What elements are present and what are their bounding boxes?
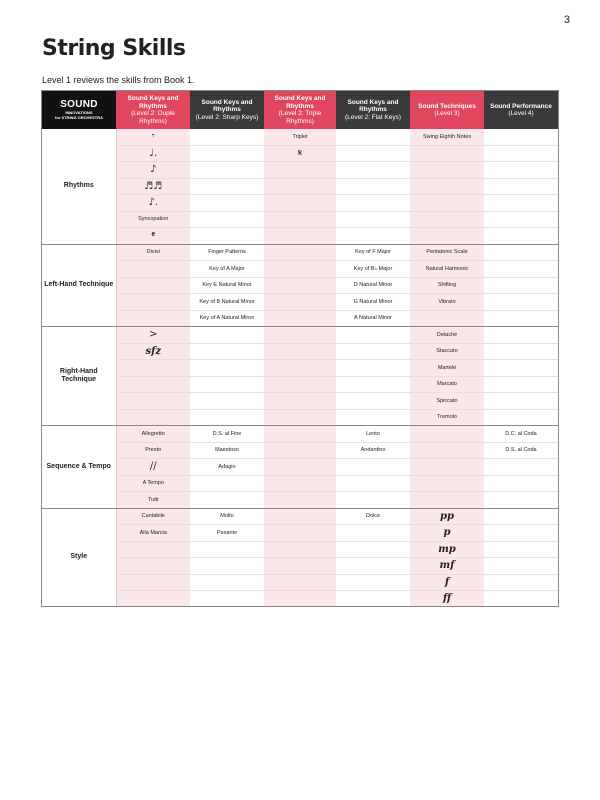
skill-cell bbox=[410, 211, 484, 228]
skill-cell bbox=[410, 162, 484, 179]
skill-cell bbox=[484, 393, 558, 410]
skill-cell bbox=[190, 310, 264, 327]
skill-cell bbox=[116, 393, 190, 410]
column-header bbox=[190, 91, 264, 129]
skill-cell bbox=[484, 591, 558, 608]
skill-cell bbox=[116, 442, 190, 459]
skill-cell bbox=[336, 393, 410, 410]
skill-cell bbox=[190, 591, 264, 608]
skill-cell bbox=[484, 294, 558, 311]
skill-cell bbox=[264, 492, 336, 509]
skill-cell bbox=[336, 426, 410, 443]
column-subtitle: (Level 2: Duple Rhythms) bbox=[131, 110, 175, 125]
skill-cell bbox=[336, 508, 410, 525]
skill-text: Adagio bbox=[218, 463, 236, 470]
skill-cell bbox=[116, 591, 190, 608]
skill-cell bbox=[116, 310, 190, 327]
skill-cell bbox=[410, 145, 484, 162]
skill-text: A Tempo bbox=[142, 480, 164, 487]
skill-text: Key of A Major bbox=[209, 265, 245, 272]
skill-cell bbox=[190, 360, 264, 377]
skill-cell bbox=[190, 129, 264, 145]
skill-cell bbox=[336, 475, 410, 492]
skill-cell bbox=[190, 228, 264, 245]
skill-cell bbox=[264, 327, 336, 344]
skill-cell bbox=[190, 261, 264, 278]
skill-cell bbox=[336, 442, 410, 459]
skill-cell bbox=[484, 277, 558, 294]
column-header bbox=[410, 91, 484, 129]
skill-text: mp bbox=[438, 543, 456, 555]
table-row bbox=[42, 376, 558, 393]
skill-cell bbox=[484, 310, 558, 327]
skill-cell bbox=[190, 244, 264, 261]
column-subtitle: (Level 2: Triple Rhythms) bbox=[278, 110, 322, 125]
table-row bbox=[42, 525, 558, 542]
skill-cell bbox=[484, 360, 558, 377]
skill-cell bbox=[410, 277, 484, 294]
skill-cell bbox=[410, 492, 484, 509]
skill-cell bbox=[336, 145, 410, 162]
skill-cell bbox=[264, 591, 336, 608]
skill-cell bbox=[410, 178, 484, 195]
skill-cell bbox=[190, 294, 264, 311]
skill-cell bbox=[190, 393, 264, 410]
skill-cell bbox=[116, 261, 190, 278]
skill-text: > bbox=[149, 329, 158, 341]
skill-cell bbox=[264, 294, 336, 311]
skill-cell bbox=[336, 376, 410, 393]
brand-logo bbox=[42, 91, 116, 129]
table-row bbox=[42, 360, 558, 377]
skill-text: 𝄾 bbox=[151, 131, 155, 143]
skill-text: A Natural Minor bbox=[354, 315, 392, 322]
skill-cell bbox=[336, 228, 410, 245]
skill-text: D.S. al Coda bbox=[505, 447, 537, 454]
skill-cell bbox=[484, 492, 558, 509]
skill-cell bbox=[190, 508, 264, 525]
skill-cell bbox=[264, 360, 336, 377]
skill-cell bbox=[190, 195, 264, 212]
skill-cell bbox=[264, 228, 336, 245]
skill-cell bbox=[336, 409, 410, 426]
skill-cell bbox=[264, 310, 336, 327]
skill-text: Finger Patterns bbox=[208, 249, 246, 256]
skill-cell bbox=[116, 244, 190, 261]
skill-cell bbox=[264, 211, 336, 228]
skill-text: 𝄋 bbox=[297, 147, 303, 159]
intro-text: Level 1 reviews the skills from Book 1. bbox=[42, 75, 195, 85]
skill-text: 𝄵 bbox=[151, 230, 156, 242]
skill-text: Martelé bbox=[437, 364, 457, 371]
skill-cell bbox=[336, 525, 410, 542]
table-row bbox=[42, 294, 558, 311]
skill-cell bbox=[116, 475, 190, 492]
table-row bbox=[42, 145, 558, 162]
skill-text: D.C. al Coda bbox=[505, 430, 537, 437]
skill-cell bbox=[190, 376, 264, 393]
table-row bbox=[42, 393, 558, 410]
skill-text: Presto bbox=[145, 447, 162, 454]
skill-cell bbox=[410, 327, 484, 344]
column-title: Sound Keys and Rhythms bbox=[127, 95, 179, 110]
skills-grid bbox=[41, 90, 559, 607]
skill-cell bbox=[484, 129, 558, 145]
table-row bbox=[42, 492, 558, 509]
skill-text: Triplet bbox=[292, 133, 308, 140]
skill-cell bbox=[484, 178, 558, 195]
skill-cell bbox=[410, 591, 484, 608]
table-row bbox=[42, 261, 558, 278]
table-row bbox=[42, 541, 558, 558]
skill-cell bbox=[264, 525, 336, 542]
table-row bbox=[42, 459, 558, 476]
skill-cell bbox=[336, 327, 410, 344]
skill-cell bbox=[264, 558, 336, 575]
column-header bbox=[484, 91, 558, 129]
table-row bbox=[42, 558, 558, 575]
skill-cell bbox=[484, 343, 558, 360]
skill-cell bbox=[116, 178, 190, 195]
skill-cell bbox=[484, 228, 558, 245]
skill-cell bbox=[116, 277, 190, 294]
skill-cell bbox=[336, 129, 410, 145]
skill-cell bbox=[410, 525, 484, 542]
skill-text: Lento bbox=[366, 430, 380, 437]
skill-cell bbox=[336, 261, 410, 278]
table-row bbox=[42, 475, 558, 492]
column-header bbox=[264, 91, 336, 129]
skill-cell bbox=[410, 475, 484, 492]
skill-cell bbox=[336, 360, 410, 377]
skill-cell bbox=[410, 195, 484, 212]
table-row bbox=[42, 591, 558, 608]
skill-text: Key of B♭ Major bbox=[353, 265, 393, 272]
column-title: Sound Techniques bbox=[418, 102, 476, 110]
skill-cell bbox=[484, 525, 558, 542]
skill-cell bbox=[410, 343, 484, 360]
logo-line1: SOUND bbox=[60, 99, 98, 110]
skill-cell bbox=[484, 409, 558, 426]
skill-cell bbox=[484, 162, 558, 179]
column-title: Sound Performance bbox=[490, 102, 552, 110]
section-label: Style bbox=[42, 508, 116, 607]
skill-cell bbox=[264, 409, 336, 426]
skill-cell bbox=[116, 360, 190, 377]
skill-text: Vibrato bbox=[438, 298, 456, 305]
skill-cell bbox=[190, 492, 264, 509]
skill-cell bbox=[264, 508, 336, 525]
skill-cell bbox=[264, 145, 336, 162]
skill-cell bbox=[190, 525, 264, 542]
skill-cell bbox=[484, 459, 558, 476]
skill-cell bbox=[484, 244, 558, 261]
skill-cell bbox=[264, 376, 336, 393]
skill-cell bbox=[116, 508, 190, 525]
skill-cell bbox=[190, 343, 264, 360]
skill-cell bbox=[190, 442, 264, 459]
skill-cell bbox=[264, 129, 336, 145]
skill-cell bbox=[190, 574, 264, 591]
skill-cell bbox=[336, 294, 410, 311]
skill-cell bbox=[264, 426, 336, 443]
skill-cell bbox=[410, 558, 484, 575]
skill-text: Andantino bbox=[360, 447, 386, 454]
skill-text: Allegretto bbox=[141, 430, 165, 437]
skill-cell bbox=[410, 541, 484, 558]
table-row bbox=[42, 211, 558, 228]
skill-cell bbox=[410, 459, 484, 476]
skill-text: D Natural Minor bbox=[353, 282, 393, 289]
skill-cell bbox=[116, 162, 190, 179]
skill-cell bbox=[264, 178, 336, 195]
skill-cell bbox=[336, 459, 410, 476]
skill-cell bbox=[410, 393, 484, 410]
skill-cell bbox=[484, 442, 558, 459]
skill-text: Cantabile bbox=[141, 513, 165, 520]
skill-cell bbox=[190, 211, 264, 228]
section-label: Rhythms bbox=[42, 129, 116, 244]
column-subtitle: (Level 2: Sharp Keys) bbox=[195, 113, 259, 121]
column-title: Sound Keys and Rhythms bbox=[274, 95, 326, 110]
skill-cell bbox=[410, 376, 484, 393]
skill-cell bbox=[264, 541, 336, 558]
skill-cell bbox=[484, 541, 558, 558]
table-row bbox=[42, 426, 558, 443]
skill-cell bbox=[336, 310, 410, 327]
skill-text: ff bbox=[442, 593, 452, 605]
skill-cell bbox=[264, 393, 336, 410]
skill-cell bbox=[484, 426, 558, 443]
skill-cell bbox=[264, 277, 336, 294]
skill-cell bbox=[116, 145, 190, 162]
skill-text: D.S. al Fine bbox=[212, 430, 242, 437]
skill-cell bbox=[116, 574, 190, 591]
skill-text: Key E Natural Minor bbox=[202, 282, 252, 289]
skill-cell bbox=[116, 343, 190, 360]
skill-cell bbox=[336, 541, 410, 558]
logo-line2: INNOVATIONS bbox=[65, 110, 93, 115]
skill-cell bbox=[336, 558, 410, 575]
skill-cell bbox=[484, 261, 558, 278]
skill-cell bbox=[190, 277, 264, 294]
skill-cell bbox=[264, 574, 336, 591]
table-row bbox=[42, 327, 558, 344]
skill-cell bbox=[116, 426, 190, 443]
skill-cell bbox=[484, 508, 558, 525]
skill-text: p bbox=[443, 527, 451, 539]
page-number: 3 bbox=[563, 14, 570, 26]
skill-text: Dolce bbox=[365, 513, 381, 520]
skill-text: Divisi bbox=[146, 249, 160, 256]
skill-text: Pesante bbox=[216, 529, 238, 536]
skill-cell bbox=[116, 492, 190, 509]
skill-cell bbox=[484, 211, 558, 228]
logo-line3: for STRING ORCHESTRA bbox=[55, 115, 103, 120]
skill-cell bbox=[410, 409, 484, 426]
skill-text: Alla Marcia bbox=[139, 529, 167, 536]
skill-text: ♬♬ bbox=[144, 180, 163, 192]
table-row bbox=[42, 244, 558, 261]
column-subtitle: (Level 3) bbox=[434, 110, 460, 117]
skill-cell bbox=[264, 459, 336, 476]
skill-text: Swing Eighth Notes bbox=[423, 133, 471, 140]
table-row bbox=[42, 574, 558, 591]
skill-cell bbox=[264, 195, 336, 212]
skill-cell bbox=[190, 426, 264, 443]
skill-cell bbox=[116, 525, 190, 542]
table-row bbox=[42, 129, 558, 145]
skill-cell bbox=[484, 195, 558, 212]
column-subtitle: (Level 4) bbox=[508, 110, 534, 117]
table-row bbox=[42, 310, 558, 327]
column-title: Sound Keys and Rhythms bbox=[201, 98, 253, 114]
skill-cell bbox=[484, 574, 558, 591]
skill-cell bbox=[336, 178, 410, 195]
skill-text: Spiccato bbox=[436, 397, 458, 404]
skill-cell bbox=[190, 178, 264, 195]
skill-cell bbox=[410, 244, 484, 261]
skill-cell bbox=[410, 228, 484, 245]
column-subtitle: (Level 2: Flat Keys) bbox=[345, 113, 401, 121]
skill-text: Maestoso bbox=[215, 447, 239, 454]
skill-cell bbox=[264, 244, 336, 261]
skill-text: Key of B Natural Minor bbox=[199, 298, 255, 305]
skill-cell bbox=[190, 459, 264, 476]
skill-text: // bbox=[149, 461, 157, 473]
skill-cell bbox=[190, 558, 264, 575]
skill-text: f bbox=[444, 576, 450, 588]
skill-text: Shifting bbox=[437, 282, 457, 289]
section-label: Right-Hand Technique bbox=[42, 327, 116, 426]
skill-text: ♪ bbox=[150, 164, 157, 176]
skill-cell bbox=[336, 574, 410, 591]
skill-cell bbox=[116, 195, 190, 212]
skill-cell bbox=[116, 376, 190, 393]
skill-cell bbox=[264, 475, 336, 492]
section-label: Sequence & Tempo bbox=[42, 426, 116, 509]
skill-cell bbox=[484, 145, 558, 162]
skill-cell bbox=[336, 211, 410, 228]
skill-cell bbox=[484, 376, 558, 393]
table-row bbox=[42, 409, 558, 426]
skill-text: ♩. bbox=[149, 147, 158, 159]
skill-cell bbox=[116, 228, 190, 245]
skill-cell bbox=[410, 574, 484, 591]
skill-cell bbox=[484, 558, 558, 575]
skill-cell bbox=[484, 327, 558, 344]
skill-cell bbox=[410, 426, 484, 443]
skill-cell bbox=[190, 409, 264, 426]
skill-cell bbox=[116, 129, 190, 145]
column-title: Sound Keys and Rhythms bbox=[347, 98, 399, 114]
skill-text: Detaché bbox=[436, 331, 458, 338]
skill-text: Tremolo bbox=[437, 414, 457, 421]
table-row bbox=[42, 195, 558, 212]
skill-cell bbox=[116, 558, 190, 575]
skill-cell bbox=[410, 261, 484, 278]
skill-text: Syncopation bbox=[138, 216, 169, 223]
skill-cell bbox=[336, 591, 410, 608]
skill-text: Natural Harmonic bbox=[425, 265, 469, 272]
skill-cell bbox=[116, 541, 190, 558]
skill-cell bbox=[116, 409, 190, 426]
skill-text: ♪. bbox=[148, 197, 159, 209]
skill-text: Key of F Major bbox=[355, 249, 391, 256]
skill-text: pp bbox=[440, 510, 454, 522]
table-row bbox=[42, 277, 558, 294]
table-row bbox=[42, 178, 558, 195]
column-header bbox=[116, 91, 190, 129]
skill-cell bbox=[410, 294, 484, 311]
skill-cell bbox=[410, 310, 484, 327]
table-row bbox=[42, 442, 558, 459]
skill-cell bbox=[116, 327, 190, 344]
skill-text: sfz bbox=[145, 345, 162, 357]
skill-cell bbox=[264, 442, 336, 459]
skill-cell bbox=[336, 343, 410, 360]
table-row bbox=[42, 343, 558, 360]
skill-cell bbox=[484, 475, 558, 492]
page-title: String Skills bbox=[42, 36, 186, 61]
skill-text: Marcato bbox=[437, 381, 457, 388]
skill-cell bbox=[116, 211, 190, 228]
skill-cell bbox=[336, 162, 410, 179]
skill-text: mf bbox=[439, 560, 455, 572]
skill-cell bbox=[410, 508, 484, 525]
table-row bbox=[42, 162, 558, 179]
skill-cell bbox=[190, 475, 264, 492]
skill-cell bbox=[190, 162, 264, 179]
skill-cell bbox=[264, 261, 336, 278]
skill-cell bbox=[190, 145, 264, 162]
skill-cell bbox=[264, 162, 336, 179]
skill-cell bbox=[336, 195, 410, 212]
skill-cell bbox=[190, 327, 264, 344]
skill-cell bbox=[410, 129, 484, 145]
section-label: Left-Hand Technique bbox=[42, 244, 116, 327]
skill-cell bbox=[410, 360, 484, 377]
skill-cell bbox=[410, 442, 484, 459]
column-header bbox=[336, 91, 410, 129]
table-row bbox=[42, 228, 558, 245]
skill-cell bbox=[190, 541, 264, 558]
skill-cell bbox=[116, 459, 190, 476]
header-row bbox=[42, 91, 558, 129]
skill-text: Pentatonic Scale bbox=[426, 249, 468, 256]
skill-text: Tutti bbox=[148, 496, 159, 503]
skill-cell bbox=[116, 294, 190, 311]
skill-cell bbox=[264, 343, 336, 360]
skill-cell bbox=[336, 277, 410, 294]
skill-text: Key of A Natural Minor bbox=[199, 315, 255, 322]
skill-text: Staccato bbox=[436, 348, 458, 355]
skill-text: G Natural Minor bbox=[353, 298, 393, 305]
skill-cell bbox=[336, 492, 410, 509]
skills-table bbox=[42, 91, 558, 607]
table-row bbox=[42, 508, 558, 525]
skill-text: Molto bbox=[220, 513, 234, 520]
skill-cell bbox=[336, 244, 410, 261]
